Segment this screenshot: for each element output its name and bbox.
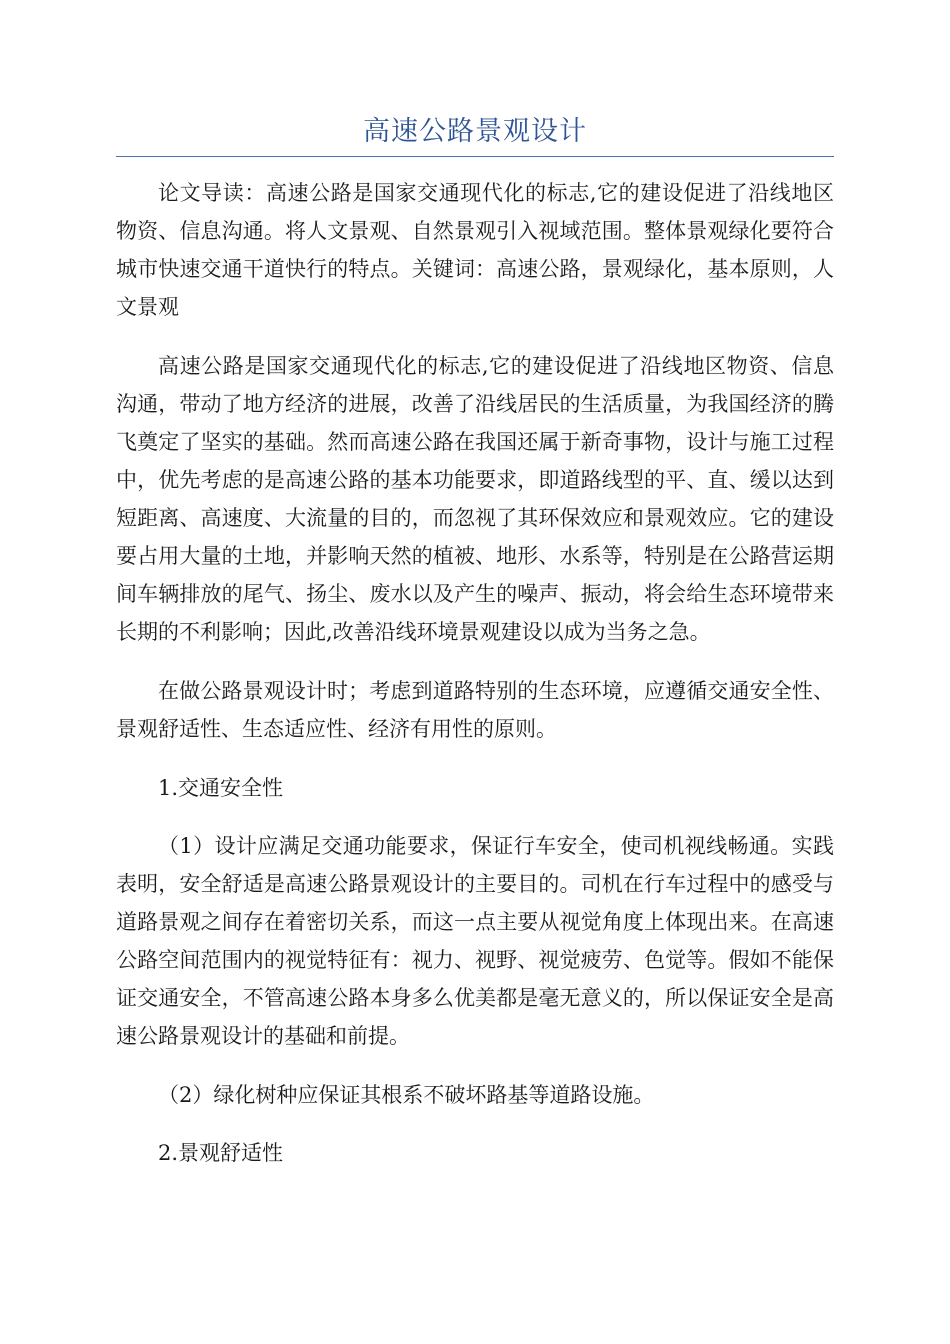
paragraph-safety-point-2: （2）绿化树种应保证其根系不破坏路基等道路设施。: [158, 1083, 655, 1107]
paragraph-principles: 在做公路景观设计时；考虑到道路特别的生态环境，应遵循交通安全性、景观舒适性、生态适应性、经济有用性的原则。: [116, 679, 834, 741]
paragraph-safety-point-1: （1）设计应满足交通功能要求，保证行车安全，使司机视线畅通。实践表明，安全舒适是高速公路景观设计的主要目的。司机在行车过程中的感受与道路景观之间存在着密切关系，而这一点主要从视觉角度上体现出来。在高速公路空间范围内的视觉特征有：视力、视野、视觉疲劳、色觉等。假如不能保证交通安全，不管高速公路本身多么优美都是毫无意义的，所以保证安全是高速公路景观设计的基础和前提。: [116, 834, 834, 1048]
title-block: [116, 112, 834, 157]
document-title: 高速公路景观设计: [363, 116, 587, 147]
section-heading-landscape-comfort: 2.景观舒适性: [158, 1141, 284, 1165]
paragraph-abstract: 论文导读：高速公路是国家交通现代化的标志,它的建设促进了沿线地区物资、信息沟通。将人文景观、自然景观引入视域范围。整体景观绿化要符合城市快速交通干道快行的特点。关键词：高速公路，景观绿化，基本原则，人文景观: [116, 181, 834, 319]
paragraph-intro: 高速公路是国家交通现代化的标志,它的建设促进了沿线地区物资、信息沟通，带动了地方经济的进展，改善了沿线居民的生活质量，为我国经济的腾飞奠定了坚实的基础。然而高速公路在我国还属于新奇事物，设计与施工过程中，优先考虑的是高速公路的基本功能要求，即道路线型的平、直、缓以达到短距离、高速度、大流量的目的，而忽视了其环保效应和景观效应。它的建设要占用大量的土地，并影响天然的植被、地形、水系等，特别是在公路营运期间车辆排放的尾气、扬尘、废水以及产生的噪声、振动，将会给生态环境带来长期的不利影响；因此,改善沿线环境景观建设以成为当务之急。: [116, 354, 834, 644]
document-body: [116, 174, 834, 1192]
section-heading-traffic-safety: 1.交通安全性: [158, 776, 284, 800]
